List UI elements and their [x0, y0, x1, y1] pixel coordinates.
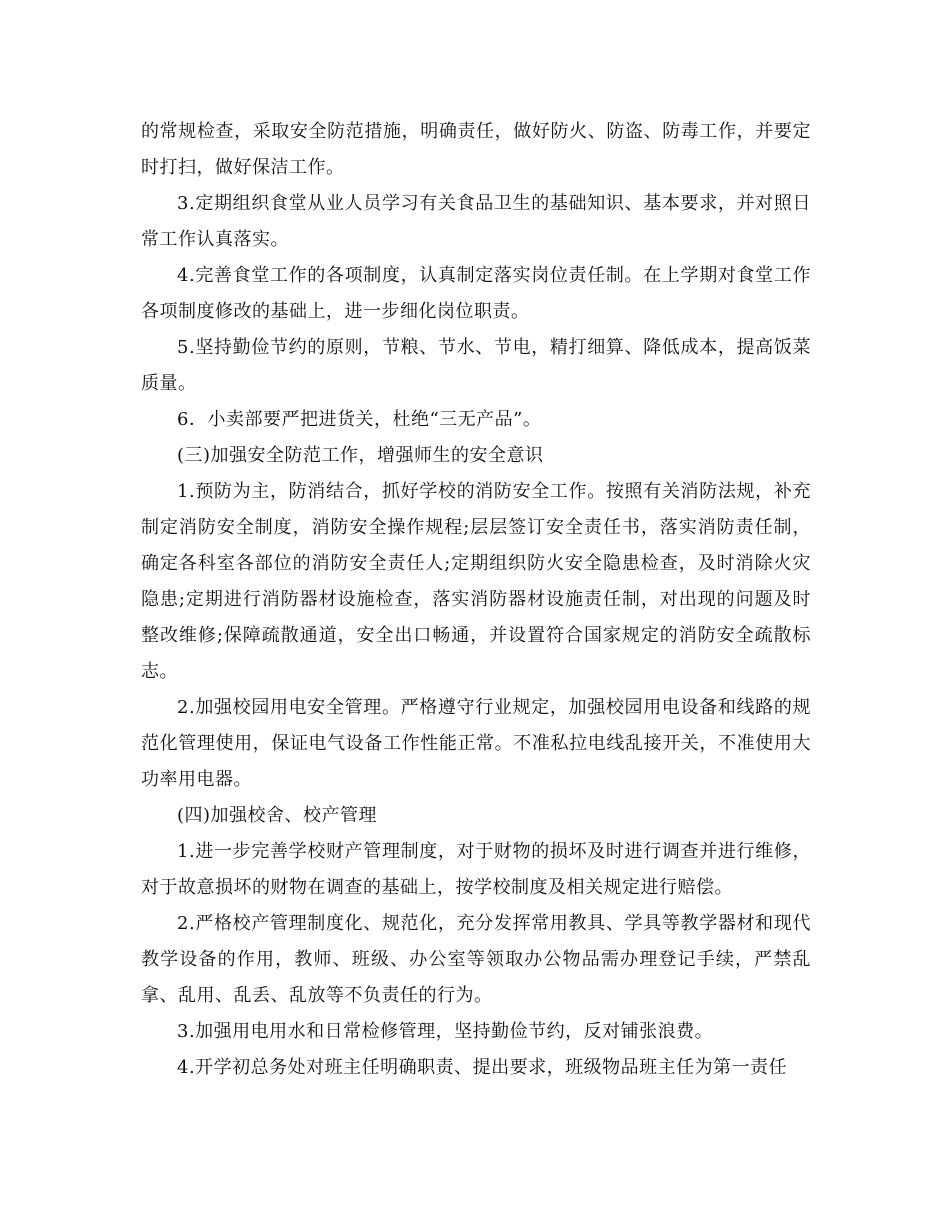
paragraph-item-3: 3.定期组织食堂从业人员学习有关食品卫生的基础知识、基本要求，并对照日常工作认真落实。	[141, 193, 811, 250]
paragraph-item-5: 5.坚持勤俭节约的原则，节粮、节水、节电，精打细算、降低成本，提高饭菜质量。	[141, 337, 811, 394]
section-heading-4: (四)加强校舍、校产管理	[177, 805, 378, 826]
paragraph-fire-safety: 1.预防为主，防消结合，抓好学校的消防安全工作。按照有关消防法规，补充制定消防安全制度，消防安全操作规程;层层签订安全责任书，落实消防责任制，确定各科室各部位的消防安全责任人;定期组织防火安全隐患检查，及时消除火灾隐患;定期进行消防器材设施检查，落实消防器材设施责任制，对出现的问题及时整改维修;保障疏散通道，安全出口畅通，并设置符合国家规定的消防安全疏散标志。	[141, 481, 811, 682]
paragraph-continued: 的常规检查，采取安全防范措施，明确责任，做好防火、防盗、防毒工作，并要定时打扫，做好保洁工作。	[141, 121, 811, 178]
section-heading-3: (三)加强安全防范工作，增强师生的安全意识	[177, 445, 544, 466]
paragraph-item-6: 6．小卖部要严把进货关，杜绝“三无产品”。	[177, 409, 542, 430]
paragraph-property-2: 2.严格校产管理制度化、规范化，充分发挥常用教具、学具等教学器材和现代教学设备的作用，教师、班级、办公室等领取办公物品需办理登记手续，严禁乱拿、乱用、乱丢、乱放等不负责任的行为。	[141, 913, 811, 1006]
document-body	[141, 114, 811, 1086]
paragraph-property-4: 4.开学初总务处对班主任明确职责、提出要求，班级物品班主任为第一责任	[177, 1057, 788, 1078]
paragraph-electric-safety: 2.加强校园用电安全管理。严格遵守行业规定，加强校园用电设备和线路的规范化管理使用，保证电气设备工作性能正常。不准私拉电线乱接开关，不准使用大功率用电器。	[141, 697, 811, 790]
paragraph-property-3: 3.加强用电用水和日常检修管理，坚持勤俭节约，反对铺张浪费。	[177, 1021, 714, 1042]
paragraph-property-1: 1.进一步完善学校财产管理制度，对于财物的损坏及时进行调查并进行维修，对于故意损坏的财物在调查的基础上，按学校制度及相关规定进行赔偿。	[141, 841, 811, 898]
paragraph-item-4: 4.完善食堂工作的各项制度，认真制定落实岗位责任制。在上学期对食堂工作各项制度修改的基础上，进一步细化岗位职责。	[141, 265, 811, 322]
